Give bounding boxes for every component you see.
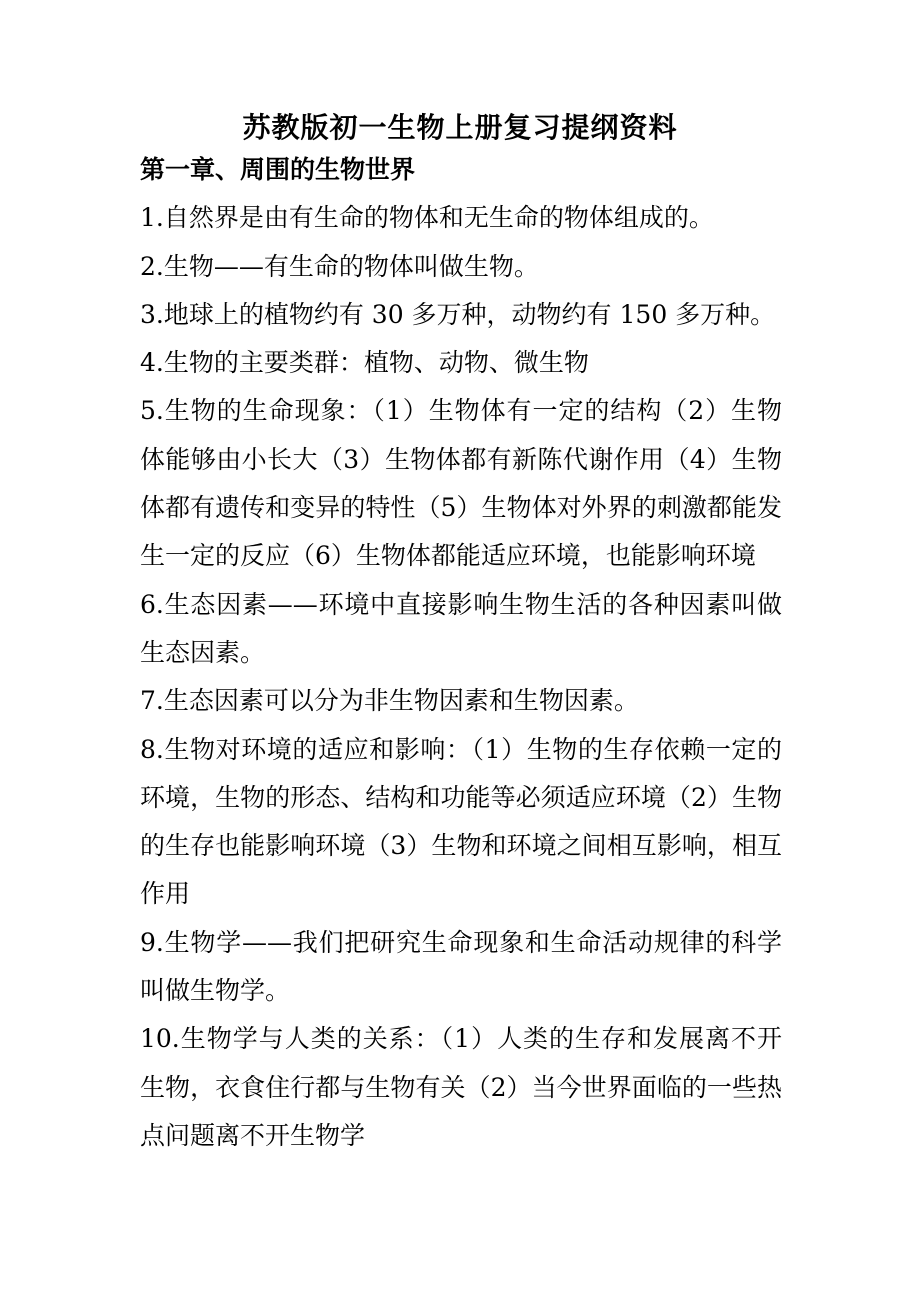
document-body <box>140 146 782 1160</box>
outline-item-6: 6.生态因素——环境中直接影响生物生活的各种因素叫做生态因素。 <box>140 589 782 667</box>
outline-item-2: 2.生物——有生命的物体叫做生物。 <box>140 251 539 281</box>
document-title: 苏教版初一生物上册复习提纲资料 <box>242 111 678 144</box>
outline-item-7: 7.生态因素可以分为非生物因素和生物因素。 <box>140 686 639 716</box>
outline-item-8: 8.生物对环境的适应和影响：（1）生物的生存依赖一定的环境，生物的形态、结构和功能等必须适应环境（2）生物的生存也能影响环境（3）生物和环境之间相互影响，相互作用 <box>140 734 782 909</box>
outline-item-9: 9.生物学——我们把研究生命现象和生命活动规律的科学叫做生物学。 <box>140 927 782 1006</box>
outline-item-3: 3.地球上的植物约有 30 多万种，动物约有 150 多万种。 <box>140 299 776 329</box>
outline-item-4: 4.生物的主要类群：植物、动物、微生物 <box>140 348 589 378</box>
outline-item-1: 1.自然界是由有生命的物体和无生命的物体组成的。 <box>140 203 714 233</box>
outline-item-5: 5.生物的生命现象：（1）生物体有一定的结构（2）生物体能够由小长大（3）生物体都有新陈代谢作用（4）生物体都有遗传和变异的特性（5）生物体对外界的刺激都能发生一定的反应（6）生物体都能适应环境，也能影响环境 <box>140 396 782 571</box>
chapter-heading: 第一章、周围的生物世界 <box>140 155 416 184</box>
outline-item-10: 10.生物学与人类的关系：（1）人类的生存和发展离不开生物，衣食住行都与生物有关（2）当今世界面临的一些热点问题离不开生物学 <box>140 1024 782 1150</box>
